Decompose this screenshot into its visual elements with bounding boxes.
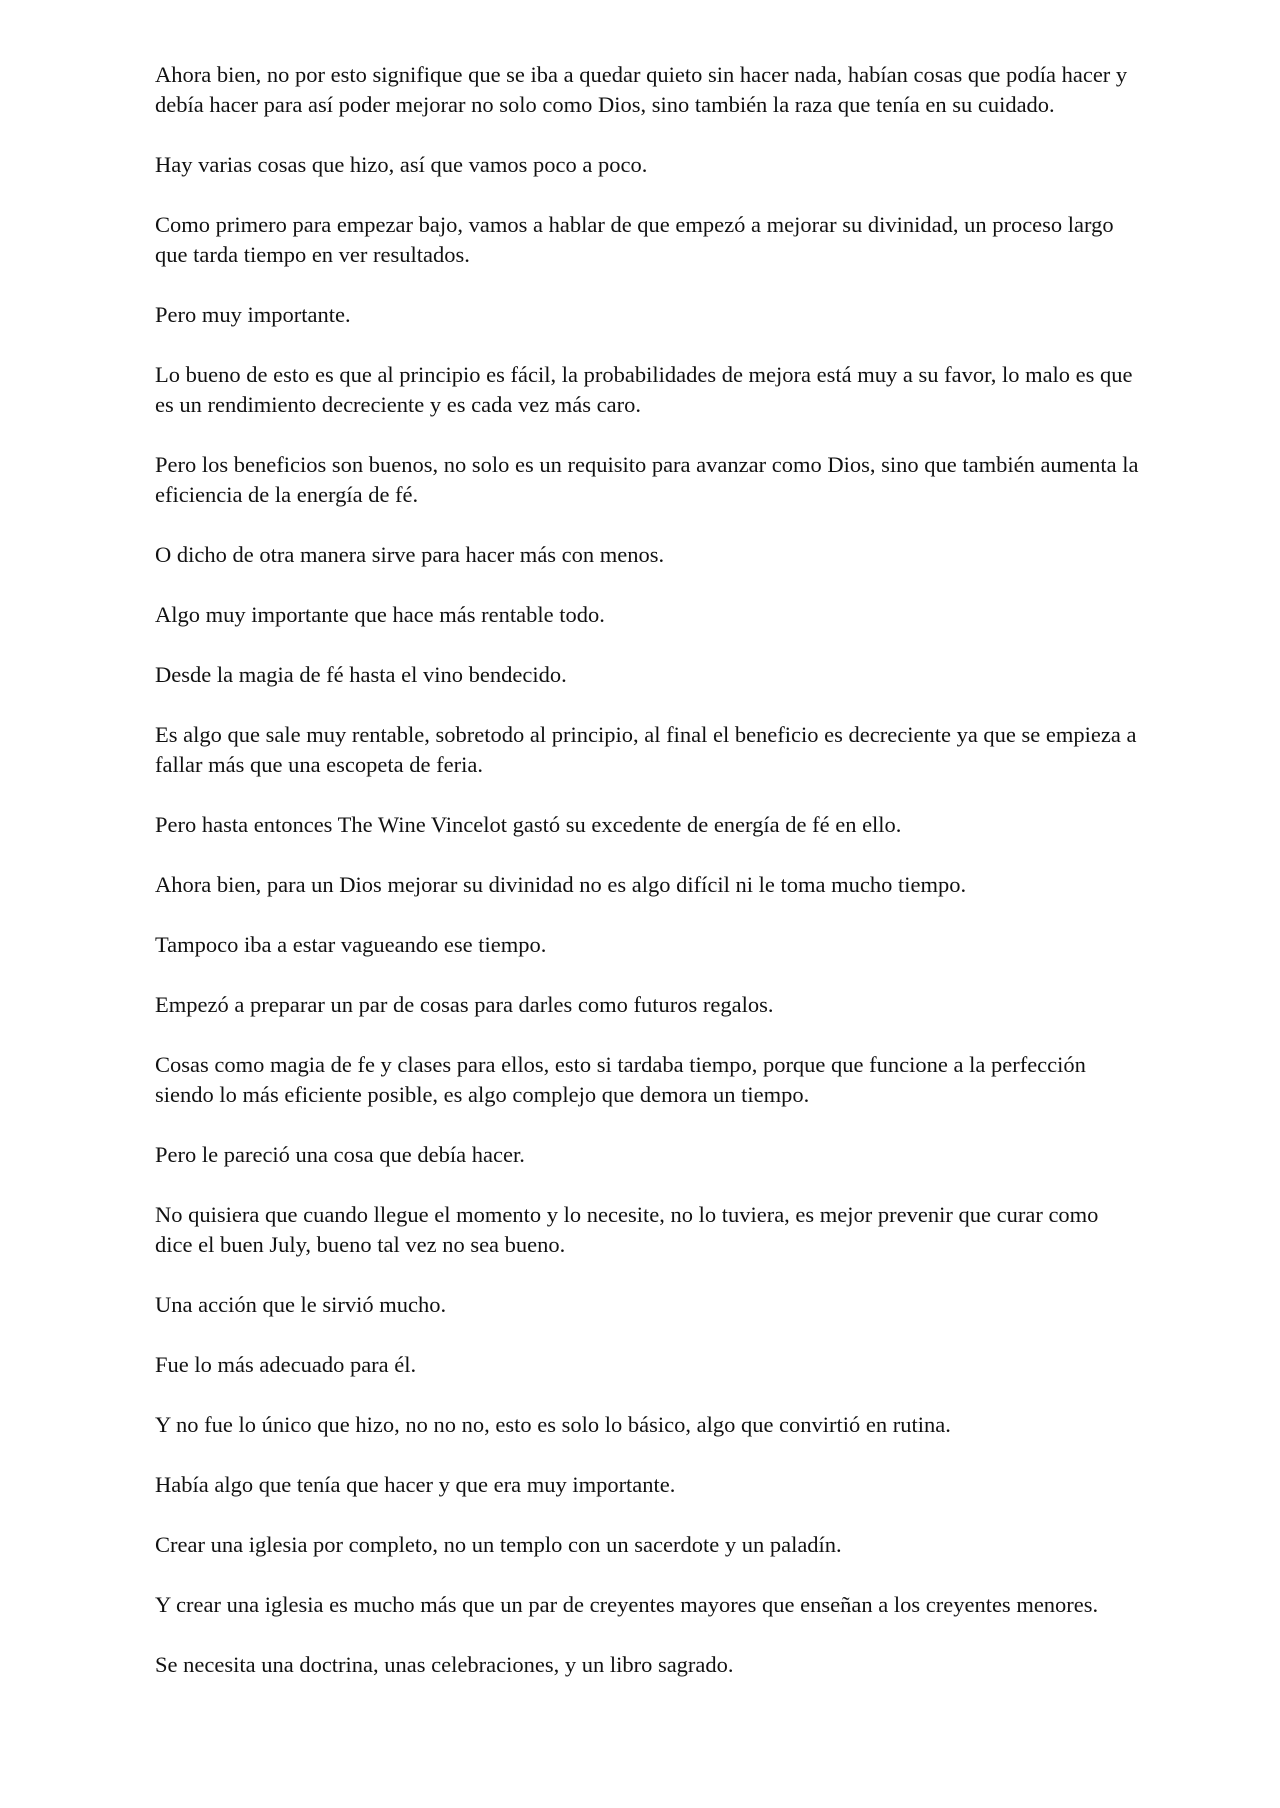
- paragraph-6: Pero los beneficios son buenos, no solo es un requisito para avanzar como Dios, sino que también aumenta la eficiencia de la energía de fé.: [155, 452, 1139, 507]
- paragraph-8: Algo muy importante que hace más rentable todo.: [155, 602, 605, 627]
- paragraph-5: Lo bueno de esto es que al principio es fácil, la probabilidades de mejora está muy a su favor, lo malo es que es un rendimiento decreciente y es cada vez más caro.: [155, 362, 1133, 417]
- paragraph-2: Hay varias cosas que hizo, así que vamos poco a poco.: [155, 152, 648, 177]
- paragraph-14: Empezó a preparar un par de cosas para darles como futuros regalos.: [155, 992, 774, 1017]
- paragraph-23: Y crear una iglesia es mucho más que un par de creyentes mayores que enseñan a los creyentes menores.: [155, 1592, 1099, 1617]
- paragraph-11: Pero hasta entonces The Wine Vincelot gastó su excedente de energía de fé en ello.: [155, 812, 902, 837]
- paragraph-16: Pero le pareció una cosa que debía hacer.: [155, 1142, 525, 1167]
- document-page: [155, 60, 1140, 1710]
- paragraph-12: Ahora bien, para un Dios mejorar su divinidad no es algo difícil ni le toma mucho tiempo.: [155, 872, 967, 897]
- paragraph-4: Pero muy importante.: [155, 302, 351, 327]
- paragraph-20: Y no fue lo único que hizo, no no no, esto es solo lo básico, algo que convirtió en rutina.: [155, 1412, 951, 1437]
- paragraph-15: Cosas como magia de fe y clases para ellos, esto si tardaba tiempo, porque que funcione a la perfección siendo lo más eficiente posible, es algo complejo que demora un tiempo.: [155, 1052, 1086, 1107]
- paragraph-13: Tampoco iba a estar vagueando ese tiempo.: [155, 932, 547, 957]
- paragraph-17: No quisiera que cuando llegue el momento y lo necesite, no lo tuviera, es mejor prevenir que curar como dice el buen July, bueno tal vez no sea bueno.: [155, 1202, 1099, 1257]
- paragraph-18: Una acción que le sirvió mucho.: [155, 1292, 447, 1317]
- paragraph-24: Se necesita una doctrina, unas celebraciones, y un libro sagrado.: [155, 1652, 734, 1677]
- paragraph-10: Es algo que sale muy rentable, sobretodo al principio, al final el beneficio es decreciente ya que se empieza a fallar más que una escopeta de feria.: [155, 722, 1137, 777]
- paragraph-19: Fue lo más adecuado para él.: [155, 1352, 417, 1377]
- paragraph-3: Como primero para empezar bajo, vamos a hablar de que empezó a mejorar su divinidad, un proceso largo que tarda tiempo en ver resultados.: [155, 212, 1114, 267]
- paragraph-21: Había algo que tenía que hacer y que era muy importante.: [155, 1472, 676, 1497]
- paragraph-22: Crear una iglesia por completo, no un templo con un sacerdote y un paladín.: [155, 1532, 842, 1557]
- paragraph-7: O dicho de otra manera sirve para hacer más con menos.: [155, 542, 665, 567]
- paragraph-1: Ahora bien, no por esto signifique que se iba a quedar quieto sin hacer nada, habían cosas que podía hacer y debía hacer para así poder mejorar no solo como Dios, sino también la raza que tenía en su cuidado.: [155, 62, 1128, 117]
- paragraph-9: Desde la magia de fé hasta el vino bendecido.: [155, 662, 567, 687]
